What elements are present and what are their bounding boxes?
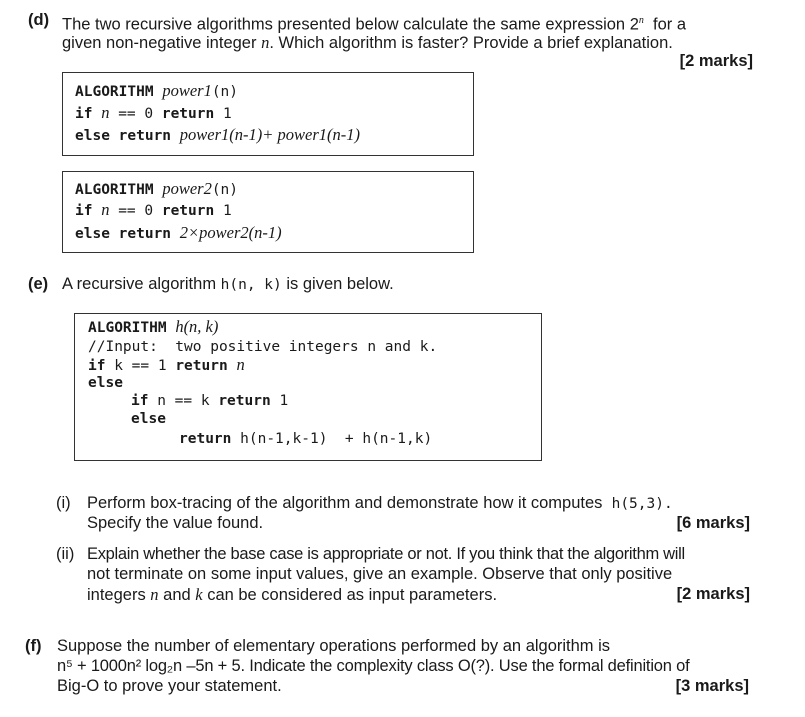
power1-if-line: if n == 0 return 1 [75, 103, 232, 122]
power1-header: ALGORITHM power1(n) [75, 81, 239, 100]
algorithm-power1-box [62, 72, 474, 156]
h-inner-else-line: else [131, 411, 166, 427]
h-if-k-line: if k == 1 return n [88, 355, 245, 374]
part-e-ii-line1: Explain whether the base case is appropriate or not. If you think that the algorithm will [87, 545, 685, 563]
part-e-ii-label: (ii) [56, 545, 75, 563]
power2-if-line: if n == 0 return 1 [75, 200, 232, 219]
part-e-i-line1: Perform box-tracing of the algorithm and demonstrate how it computes h(5,3). [87, 494, 673, 512]
algorithm-power2-box [62, 171, 474, 253]
part-f-label: (f) [25, 637, 42, 655]
part-e-label: (e) [28, 275, 49, 293]
part-f-line3: Big-O to prove your statement. [57, 677, 282, 695]
part-e-i-line2: Specify the value found. [87, 514, 264, 532]
part-d-question-line2: given non-negative integer n. Which algorithm is faster? Provide a brief explanation. [62, 33, 673, 52]
power2-header: ALGORITHM power2(n) [75, 179, 239, 198]
h-header: ALGORITHM h(n, k) [88, 317, 219, 336]
part-e-ii-line2: not terminate on some input values, give an example. Observe that only positive [87, 565, 673, 583]
part-f-line1: Suppose the number of elementary operations performed by an algorithm is [57, 637, 611, 655]
h-if-n-line: if n == k return 1 [131, 393, 289, 409]
h-return-line: return h(n-1,k-1) + h(n-1,k) [179, 431, 433, 447]
part-e-ii-line3: integers n and k can be considered as input parameters. [87, 585, 498, 604]
part-e-ii-marks: [2 marks] [676, 585, 750, 603]
part-f-marks: [3 marks] [675, 677, 749, 695]
part-d-marks: [2 marks] [679, 52, 753, 70]
part-d-question-line1: The two recursive algorithms presented below calculate the same expression 2$^n$ for a [62, 15, 687, 34]
power2-else-line: else return 2×power2(n-1) [75, 223, 282, 242]
part-e-i-label: (i) [56, 494, 71, 512]
part-f-line2: n⁵ + 1000n² log₂n –5n + 5. Indicate the complexity class O(?). Use the formal definition of [57, 657, 690, 675]
algorithm-h-box [74, 313, 542, 461]
h-else-line: else [88, 375, 123, 391]
part-d-label: (d) [28, 11, 50, 29]
power1-else-line: else return power1(n-1)+ power1(n-1) [75, 125, 361, 144]
part-e-i-marks: [6 marks] [676, 514, 750, 532]
h-input-comment: //Input: two positive integers n and k. [88, 339, 438, 355]
part-e-intro: A recursive algorithm h(n, k) is given below. [62, 275, 394, 293]
